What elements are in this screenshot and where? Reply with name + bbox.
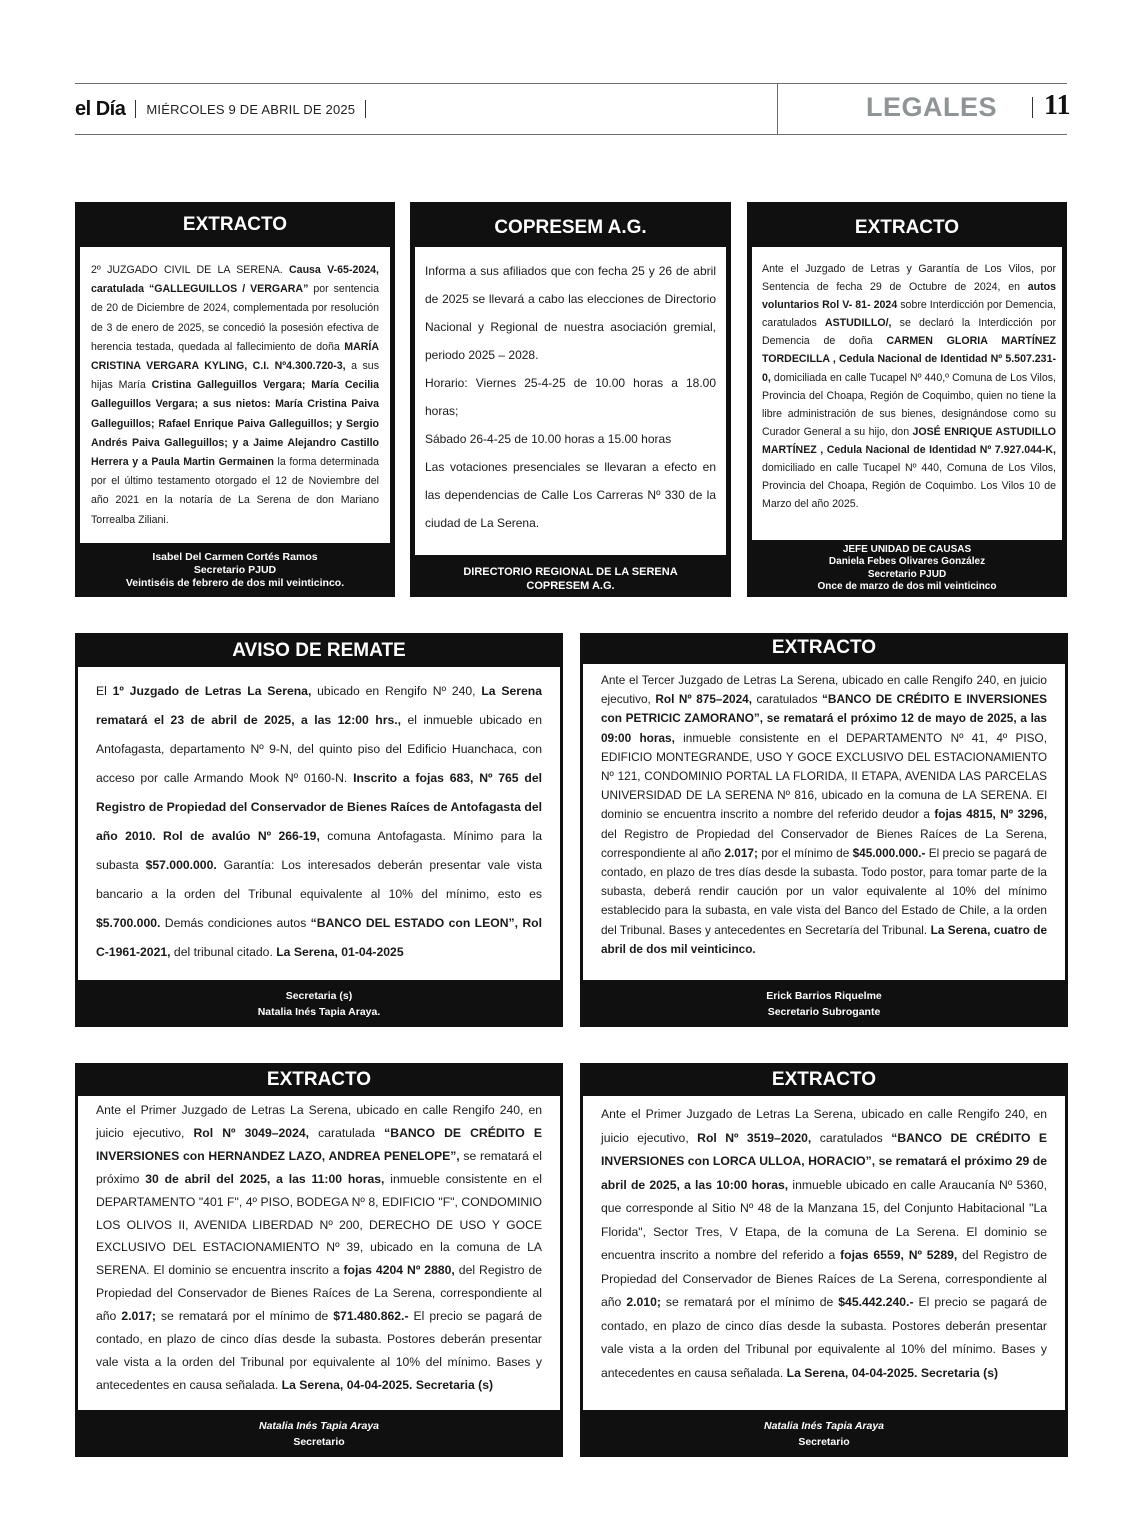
notice-text-segment: “BANCO DE CRÉDITO E INVERSIONES con LORCA ULLOA, HORACIO”, se rematará el próximo 29 de abril de 2025, a las 10:00 horas, — [601, 1130, 1048, 1192]
header-separator — [365, 100, 366, 118]
footer-line: JEFE UNIDAD DE CAUSAS — [842, 544, 972, 555]
notice-text-segment: Ante el Primer Juzgado de Letras La Serena, ubicado en calle Rengifo 240, en juicio ejecutivo, — [601, 1107, 1047, 1145]
notice-text-segment: fojas 6559, Nº 5289, — [840, 1248, 958, 1262]
notice-text-segment: 30 de abril del 2025, a las 11:00 horas, — [145, 1171, 385, 1186]
notice-text-segment: del Registro de Propiedad del Conservador de Bienes Raíces de La Serena, correspondiente al año — [601, 826, 1047, 860]
header-top-rule — [75, 83, 1067, 84]
notice-text-segment: 2º JUZGADO CIVIL DE LA SERENA. — [91, 264, 290, 276]
notice-text-segment: caratulados — [752, 692, 823, 707]
notice-paragraph: Informa a sus afiliados que con fecha 25 y 26 de abril de 2025 se llevará a cabo las elecciones de Directorio Nacional y Regional de nuestra asociación gremial, periodo 2025 – 2028. — [425, 264, 716, 362]
notice-text-segment: Inscrito a fojas 683, Nº 765 del Registro de Propiedad del Conservador de Bienes Raíces de Antofagasta del año 2010. Rol de avalúo Nº 266-19, — [96, 771, 542, 843]
notice-title: EXTRACTO — [854, 217, 960, 238]
notice-text-segment: “BANCO DE CRÉDITO E INVERSIONES con HERNANDEZ LAZO, ANDREA PENELOPE”, — [96, 1125, 542, 1163]
notice-text — [96, 1099, 542, 1397]
page-number-separator — [1032, 97, 1033, 118]
notice-text-segment: la forma determinada por el último testamento otorgado el 12 de Noviembre del año 2021 en la notaría de La Serena de don Mariano Torrealba Ziliani. — [91, 456, 379, 526]
notice-footer — [75, 551, 395, 590]
notice-text-segment: comuna Antofagasta. Mínimo para la subasta — [96, 829, 542, 872]
footer-line: Veintiséis de febrero de dos mil veinticinco. — [125, 577, 345, 589]
notice-text-segment: ASTUDILLO/, — [824, 317, 892, 330]
notice-text-segment: se rematará por el mínimo de — [660, 1295, 839, 1309]
notice-text-segment: ubicado en Rengifo Nº 240, — [311, 684, 482, 698]
notice-text-segment: 2.017; — [724, 845, 758, 860]
notice-text-segment: 2.017; — [121, 1309, 156, 1324]
notice-text-segment: CARMEN GLORIA MARTÍNEZ TORDECILLA , Cedula Nacional de Identidad Nº 5.507.231-0, — [762, 335, 1056, 384]
notice-text-segment: MARÍA CRISTINA VERGARA KYLING, C.I. Nº4.300.720-3, — [91, 340, 379, 373]
notice-text — [96, 677, 542, 967]
footer-line: Secretaria (s) — [285, 990, 353, 1002]
notice-body — [752, 247, 1062, 540]
notice-text — [601, 671, 1047, 959]
footer-line: Secretario — [293, 1436, 345, 1448]
notice-text-segment: $57.000.000. — [145, 858, 217, 872]
notice-text-segment: del tribunal citado. — [170, 945, 277, 959]
section-title: LEGALES — [866, 92, 998, 122]
notice-text-segment: fojas 4204 Nº 2880, — [343, 1263, 455, 1278]
notice-body — [583, 664, 1065, 980]
notice-text-segment: por sentencia de 20 de Diciembre de 2024, complementada por resolución de 3 de enero de 2025, se concedió la posesión efectiva de herencia testada, quedada al fallecimiento de doña — [91, 283, 379, 353]
notice-body — [78, 1096, 560, 1410]
footer-line: COPRESEM A.G. — [526, 580, 615, 592]
notice-extracto-galleguillos — [75, 202, 395, 597]
notice-title: AVISO DE REMATE — [232, 640, 406, 661]
notice-text-segment: Rol Nº 3049–2024, — [193, 1125, 310, 1140]
issue-date: MIÉRCOLES 9 DE ABRIL DE 2025 — [146, 101, 356, 117]
footer-line: Secretario — [798, 1436, 850, 1448]
notice-text-segment: Rol Nº 875–2024, — [655, 692, 752, 707]
footer-line: Natalia Inés Tapia Araya — [763, 1420, 885, 1432]
notice-title: COPRESEM A.G. — [494, 217, 647, 238]
notice-text-segment: La Serena, 01-04-2025 — [276, 945, 404, 959]
header-bottom-rule — [75, 134, 1067, 135]
notice-text-segment: del Registro de Propiedad del Conservador de Bienes Raíces de La Serena, correspondiente al año — [96, 1263, 542, 1324]
notice-text-segment: La Serena, 04-04-2025. Secretaria (s) — [786, 1365, 999, 1380]
notice-text-segment: “BANCO DEL ESTADO con LEON”, Rol C-1961-2021, — [96, 916, 542, 959]
notice-text-segment: 2.010; — [626, 1295, 661, 1309]
footer-line: Isabel Del Carmen Cortés Ramos — [152, 551, 318, 563]
notice-text-segment: Ante el Juzgado de Letras y Garantía de Los Vilos, por Sentencia de fecha 29 de Octubre de 2024, en — [762, 263, 1056, 294]
notice-paragraph: Horario: Viernes 25-4-25 de 10.00 horas a 18.00 horas; — [425, 376, 716, 418]
notice-extracto-hernandez — [75, 1063, 563, 1457]
notice-footer — [75, 988, 563, 1020]
notice-copresem — [410, 202, 731, 597]
notice-extracto-astudillo — [747, 202, 1067, 597]
header-left — [75, 96, 376, 122]
notice-extracto-lorca — [580, 1063, 1068, 1457]
notice-text-segment: $71.480.862.- — [333, 1309, 409, 1324]
footer-line: Secretario Subrogante — [767, 1006, 881, 1018]
notice-footer — [75, 1418, 563, 1450]
notice-text — [91, 261, 379, 530]
footer-line: Natalia Inés Tapia Araya — [258, 1420, 380, 1432]
newspaper-logo: el Día — [75, 97, 126, 120]
notice-text-segment: $45.000.000.- — [852, 845, 926, 860]
notice-text-segment: por el mínimo de — [757, 845, 853, 860]
footer-line: Once de marzo de dos mil veinticinco — [817, 581, 997, 593]
notice-text-segment: caratulada — [309, 1125, 385, 1140]
notice-text-segment: se rematará el próximo — [96, 1148, 542, 1186]
notice-text-segment: El — [96, 684, 113, 698]
notice-text-segment: caratulados — [811, 1130, 892, 1145]
notice-footer — [410, 565, 731, 593]
notice-text-segment: Ante el Tercer Juzgado de Letras La Serena, ubicado en calle Rengifo 240, en juicio ejecutivo, — [601, 673, 1047, 707]
page-number: 11 — [1044, 90, 1071, 121]
notice-text-segment: Garantía: Los interesados deberán presentar vale vista bancario a la orden del Tribunal equivalente al 10% del mínimo, esto es — [96, 858, 542, 901]
notice-text-segment: Cristina Galleguillos Vergara; María Cecilia Galleguillos Vergara; a sus nietos: María Cristina Paiva Galleguillos; Rafael Enrique Paiva Galleguillos; y Sergio Andrés Paiva Galleguillos; y a Jaime Alejandro Castillo Herrera y a Paula Martin Germainen — [91, 379, 379, 469]
notice-text-segment: inmueble consistente en el DEPARTAMENTO Nº 41, 4º PISO, EDIFICIO MONTEGRANDE, USO Y GOCE EXCLUSIVO DEL ESTACIONAMIENTO Nº 121, CONDOMINIO PORTAL LA FLORIDA, II ETAPA, AVENIDA LAS PARCELAS UNIVERSIDAD DE LA SERENA Nº 816, ubicado en la comuna de LA SERENA. El dominio se encuentra inscrito a nombre del referido deudor a — [601, 730, 1047, 822]
footer-line: Natalia Inés Tapia Araya. — [257, 1006, 381, 1018]
notice-title: EXTRACTO — [266, 1069, 372, 1090]
notice-text-segment: Ante el Primer Juzgado de Letras La Serena, ubicado en calle Rengifo 240, en juicio ejecutivo, — [96, 1103, 542, 1140]
notice-text-segment: se rematará por el mínimo de — [155, 1309, 334, 1324]
footer-line: Erick Barrios Riquelme — [766, 990, 882, 1002]
notice-footer — [580, 988, 1068, 1020]
notice-text-segment: Rol Nº 3519–2020, — [697, 1130, 812, 1145]
notice-title: EXTRACTO — [771, 637, 877, 658]
notice-body — [415, 247, 726, 555]
notice-text-segment: Demás condiciones autos — [160, 916, 311, 930]
notice-text-segment: La Serena, cuatro de abril de dos mil veinticinco. — [601, 922, 1048, 956]
notice-text-segment: sobre Interdicción por Demencia, caratulados — [762, 299, 1056, 330]
notice-text-segment: La Serena rematará el 23 de abril de 2025, a las 12:00 hrs., — [96, 684, 543, 727]
notice-text-segment: autos voluntarios Rol V- 81- 2024 — [762, 281, 1056, 312]
notice-text-segment: JOSÉ ENRIQUE ASTUDILLO MARTÍNEZ , Cedula Nacional de Identidad Nº 7.927.044-K, — [762, 425, 1057, 456]
notice-text — [762, 260, 1056, 513]
notice-footer — [580, 1418, 1068, 1450]
notice-body — [78, 667, 560, 980]
notice-text-segment: se declaró la Interdicción por Demencia de doña — [762, 317, 1056, 348]
notice-text-segment: “BANCO DE CRÉDITO E INVERSIONES con PETRICIC ZAMORANO”, se rematará el próximo 12 de mayo de 2025, a las 09:00 horas, — [601, 692, 1048, 745]
footer-line: DIRECTORIO REGIONAL DE LA SERENA — [463, 566, 678, 578]
notice-text-segment: domiciliada en calle Tucapel Nº 440,º Comuna de Los Vilos, Provincia del Choapa, Región de Coquimbo, quien no tiene la libre administración de sus bienes, designándose como su Curador General a su hijo, don — [762, 371, 1056, 438]
header-separator — [135, 100, 136, 118]
notice-body — [583, 1096, 1065, 1410]
notice-text-segment: El precio se pagará de contado, en plazo de tres días desde la subasta. Todo postor, para tomar parte de la subasta, deberá rendir caución por un valor equivalente al 10% del mínimo establecido para la subasta, en vale vista del Banco del Estado de Chile, a la orden del Tribunal. Bases y antecedentes en Secretaría del Tribunal. — [601, 845, 1047, 937]
footer-line: Daniela Febes Olivares González — [828, 556, 986, 568]
notice-title: EXTRACTO — [182, 214, 288, 235]
notice-text-segment: domiciliado en calle Tucapel Nº 440, Comuna de Los Vilos, Provincia del Choapa, Región de Coquimbo. Los Vilos 10 de Marzo del año 2025. — [762, 462, 1056, 511]
notice-text-segment: el inmueble ubicado en Antofagasta, departamento Nº 9-N, del quinto piso del Edificio Huanchaca, con acceso por calle Armando Mook Nº 0160-N. — [96, 713, 542, 785]
notice-text-segment: $45.442.240.- — [838, 1295, 914, 1309]
footer-line: Secretario PJUD — [193, 564, 277, 576]
notice-text-segment: del Registro de Propiedad del Conservador de Bienes Raíces de La Serena, correspondiente al año — [601, 1248, 1047, 1309]
notice-extracto-petricic — [580, 633, 1068, 1027]
notice-text-segment: El precio se pagará de contado, en plazo de cinco días desde la subasta. Postores deberán presentar vale vista a la orden del Tribunal por equivalente al 10% del mínimo. Bases y antecedentes en causa señalada. — [96, 1309, 542, 1392]
notice-text-segment: La Serena, 04-04-2025. Secretaria (s) — [281, 1377, 494, 1392]
notice-text-segment: inmueble ubicado en calle Araucanía Nº 5360, que corresponde al Sitio Nº 48 de la Manzana 15, del Conjunto Habitacional "La Florida", Sector Tres, V Etapa, de la comuna de La Serena. El dominio se encuentra inscrito a nombre del referido a — [601, 1177, 1047, 1262]
footer-line: Secretario PJUD — [867, 568, 947, 580]
notice-text-segment: 1º Juzgado de Letras La Serena, — [112, 684, 312, 698]
notice-paragraph: Sábado 26-4-25 de 10.00 horas a 15.00 horas — [425, 432, 672, 446]
notice-text-segment: fojas 4815, Nº 3296, — [934, 807, 1047, 822]
notice-text-segment: a sus hijas María — [91, 360, 379, 392]
notice-text-segment: $5.700.000. — [96, 916, 161, 930]
notice-text-segment: inmueble consistente en el DEPARTAMENTO "401 F", 4º PISO, BODEGA Nº 8, EDIFICIO "F", CONDOMINIO LOS OLIVOS II, AVENIDA LIBERDAD Nº 200, DERECHO DE USO Y GOCE EXCLUSIVO DEL ESTACIONAMIENTO Nº 39, ubicado en la comuna de LA SERENA. El dominio se encuentra inscrito a — [96, 1171, 542, 1278]
notice-text — [601, 1103, 1047, 1385]
notice-aviso-de-remate — [75, 633, 563, 1027]
header-divider — [777, 84, 778, 134]
notice-paragraph: Las votaciones presenciales se llevaran a efecto en las dependencias de Calle Los Carreras Nº 330 de la ciudad de La Serena. — [425, 460, 716, 530]
notice-text-segment: Causa V-65-2024, caratulada “GALLEGUILLOS / VERGARA” — [91, 264, 379, 296]
notice-footer — [747, 544, 1067, 594]
notice-body — [80, 247, 390, 543]
notice-text-segment: El precio se pagará de contado, en plazo de cinco días desde la subasta. Postores deberán presentar vale vista a la orden del Tribunal por equivalente al 10% del mínimo. Bases y antecedentes en causa señalada. — [601, 1295, 1047, 1380]
notice-title: EXTRACTO — [771, 1069, 877, 1090]
